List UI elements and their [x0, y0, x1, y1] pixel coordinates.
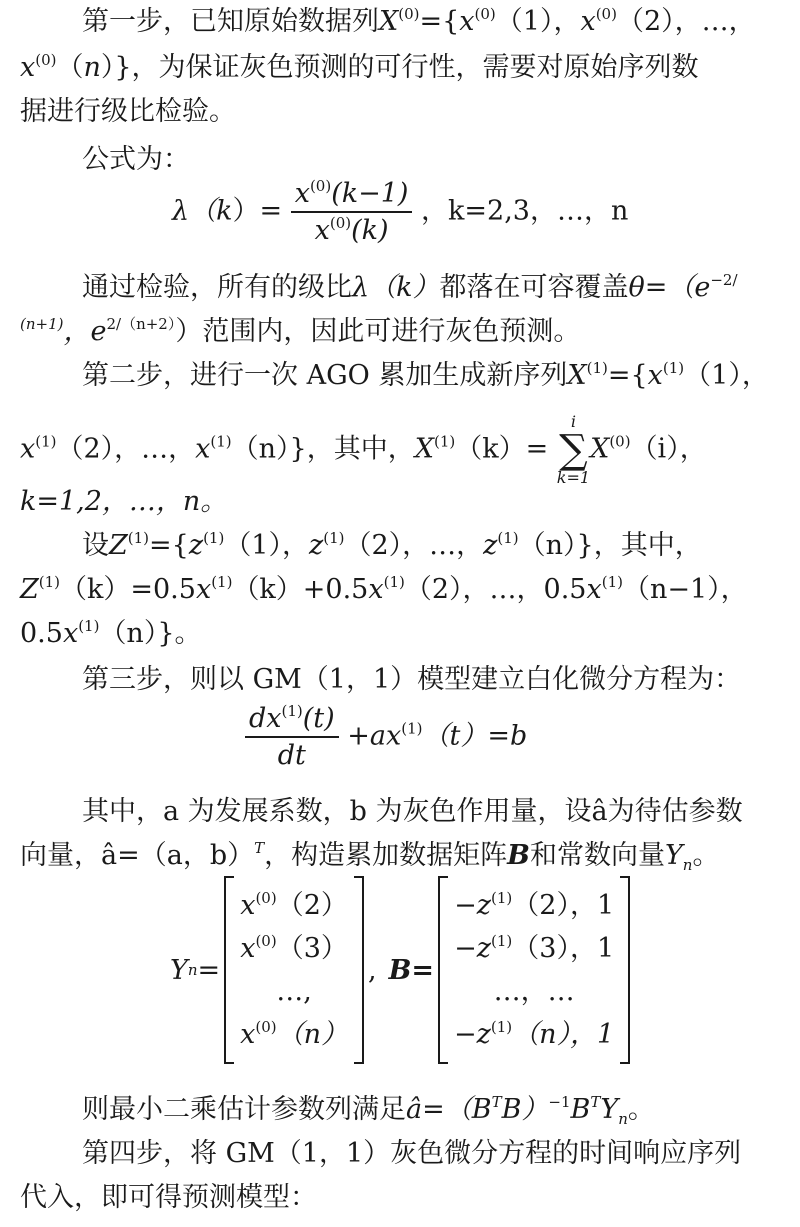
step3-line1: 第三步，则以 GM（1，1）模型建立白化微分方程为：: [82, 664, 742, 695]
superscript: (0): [35, 51, 57, 69]
numerator-arg: (k−1): [331, 178, 409, 209]
lambda-k: λ（k）: [352, 272, 440, 303]
arg-t: (t): [302, 703, 335, 734]
text: 设: [82, 530, 109, 561]
zdef-line1: [82, 526, 702, 566]
superscript: T: [491, 1093, 502, 1111]
symbol-X: X: [590, 433, 610, 465]
zdef-line3: [20, 614, 202, 654]
yn-matrix: [224, 876, 364, 1064]
step1-text: 第一步，已知原始数据列: [82, 6, 379, 37]
symbol-x: x: [62, 618, 79, 649]
fraction-numerator: [291, 177, 413, 213]
symbol-Y: Y: [600, 1094, 619, 1125]
symbol-Z: Z: [109, 530, 128, 561]
step1-line1: [82, 2, 756, 42]
superscript: (1): [203, 529, 225, 547]
subscript: n: [618, 1110, 628, 1128]
superscript: (1): [210, 432, 232, 451]
matrix-row: [454, 1013, 614, 1056]
symbol-Y: Y: [664, 840, 683, 871]
symbol-X: X: [414, 433, 434, 465]
theta-expr: θ=（e: [628, 272, 711, 303]
superscript: (0): [255, 889, 277, 907]
superscript: (0): [309, 177, 332, 195]
separator: ,: [368, 954, 377, 986]
dt: dt: [277, 740, 306, 771]
symbol-Y: Y: [170, 954, 188, 986]
symbol-neg-z: −z: [454, 933, 492, 964]
lsq-line: [82, 1090, 655, 1130]
matrix-cell: （n），1: [512, 1019, 615, 1050]
matrix-row: [454, 884, 614, 927]
symbol-z: z: [188, 530, 204, 561]
matrix-row: [240, 927, 348, 970]
superscript: −2/: [710, 271, 738, 289]
text: （n）}，其中，: [231, 433, 415, 465]
text: 第二步，进行一次 AGO 累加生成新序列: [82, 360, 568, 391]
text: ）范围内，因此可进行灰色预测。: [175, 316, 581, 347]
superscript: (1): [323, 529, 345, 547]
matrix-cell: （2）: [276, 890, 348, 921]
text: 向量，â=（a，b）: [20, 840, 255, 871]
symbol-x: x: [368, 574, 384, 605]
zdef-line2: [20, 570, 748, 610]
matrix-cell: （2），1: [512, 890, 615, 921]
text: （n）}，其中，: [518, 530, 702, 561]
text: （n−1），: [622, 574, 748, 605]
matrix-cell: （3），1: [512, 933, 615, 964]
step2-line2: [20, 414, 707, 486]
symbol-neg-z: −z: [454, 1019, 491, 1050]
superscript: (0): [255, 932, 277, 950]
symbol-x: x: [20, 52, 36, 83]
b-matrix: [438, 876, 630, 1064]
matrix-row: …,: [276, 976, 312, 1007]
symbol-x: x: [240, 933, 256, 964]
text: +ax: [347, 720, 402, 752]
symbol-x: x: [459, 6, 475, 37]
matrix-equations: Y n = $x^{(0)}(2)$ $x^{(0)}(3)$ …, $x^{(0)}(n)$ , B= $-z^{(1)}(2)$，1 $-z^{(1)}(3)$，1 …，… $-z^{(1)}(n)$，1: [170, 875, 634, 1065]
symbol-x: x: [580, 6, 596, 37]
text: （1），: [684, 360, 769, 391]
sum-lower: k=1: [556, 468, 591, 487]
text: ，e: [63, 316, 107, 347]
text: ={: [607, 360, 648, 391]
text: （n）}。: [99, 618, 202, 649]
superscript: (1): [127, 529, 150, 547]
text: ={: [419, 6, 460, 37]
formula-lambda: [172, 177, 629, 246]
derivative-fraction: [245, 702, 339, 771]
text: â=（B: [406, 1094, 492, 1125]
symbol-x: x: [195, 433, 211, 465]
superscript: (1): [491, 889, 513, 907]
symbol-B: B: [570, 1094, 591, 1125]
fraction-denominator: [291, 213, 413, 244]
superscript: (1): [433, 432, 456, 451]
matrix-cell: （n）: [276, 1019, 348, 1050]
symbol-X: X: [379, 6, 399, 37]
symbol-x: x: [294, 178, 310, 209]
text: 都落在可容覆盖: [439, 272, 629, 303]
symbol-Z: Z: [20, 574, 39, 605]
superscript: (1): [35, 432, 57, 451]
text: （i），: [630, 433, 707, 465]
text: （k）+0.5: [232, 574, 369, 605]
superscript: (1): [401, 719, 423, 738]
text: 。: [692, 840, 720, 871]
step2-line1: [82, 356, 769, 396]
denominator-arg: (k): [351, 215, 389, 246]
params-line2: [20, 836, 719, 876]
text: （2），…，: [616, 6, 756, 37]
text: （: [56, 52, 84, 83]
text: （2），…，0.5: [404, 574, 587, 605]
summation: [557, 414, 590, 486]
superscript: (1): [601, 573, 623, 591]
formula-intro: 公式为：: [82, 144, 190, 175]
superscript: (0): [329, 214, 352, 232]
step2-line3: k=1,2，…，n。: [20, 486, 228, 517]
superscript: (1): [586, 359, 608, 377]
equals: =: [197, 954, 221, 986]
symbol-x: x: [195, 574, 212, 605]
text: 0.5: [20, 618, 63, 649]
symbol-X: X: [567, 360, 587, 391]
text: （k）=0.5: [60, 574, 196, 605]
symbol-B: B: [507, 840, 530, 871]
matrix-row: …，…: [493, 976, 575, 1007]
text: ，构造累加数据矩阵: [264, 840, 508, 871]
symbol-B: B=: [388, 954, 435, 986]
differential-equation: [245, 702, 528, 771]
superscript: (1): [491, 932, 513, 950]
superscript: −1: [548, 1093, 571, 1111]
superscript: (1): [38, 573, 61, 591]
sigma-icon: ∑: [559, 427, 588, 473]
step4-line2: 代入，即可得预测模型：: [20, 1182, 317, 1213]
formula-condition: ，k=2,3，…，n: [421, 195, 629, 227]
symbol-z: z: [309, 530, 324, 561]
text: ）}，为保证灰色预测的可行性，需要对原始序列数: [100, 52, 699, 83]
symbol-neg-z: −z: [454, 890, 492, 921]
text: B）: [501, 1094, 549, 1125]
superscript: T: [254, 839, 265, 857]
dx: dx: [249, 703, 282, 734]
subscript: n: [682, 856, 693, 874]
fraction-denominator: [245, 738, 339, 769]
text: （2），…，: [344, 530, 484, 561]
text: 和常数向量: [529, 840, 665, 871]
text: （2），…，: [56, 433, 196, 465]
check-line2: [20, 312, 580, 352]
text: （1），: [224, 530, 309, 561]
symbol-x: x: [240, 1019, 256, 1050]
symbol-x: x: [20, 433, 36, 465]
symbol-n: n: [83, 52, 101, 83]
superscript: (0): [609, 432, 631, 451]
params-line1: 其中，a 为发展系数，b 为灰色作用量，设â为待估参数: [82, 796, 743, 827]
superscript: (1): [383, 573, 405, 591]
matrix-row: [454, 927, 614, 970]
text: （1），: [495, 6, 581, 37]
superscript: (0): [595, 5, 617, 23]
text: ）=: [232, 195, 283, 227]
superscript: T: [590, 1093, 601, 1111]
matrix-row: [240, 1013, 348, 1056]
symbol-x: x: [240, 890, 256, 921]
symbol-x: x: [314, 215, 330, 246]
step1-line2: [20, 48, 699, 88]
step4-line1: 第四步，将 GM（1，1）灰色微分方程的时间响应序列: [82, 1138, 742, 1169]
symbol-x: x: [647, 360, 663, 391]
superscript: (1): [211, 573, 233, 591]
superscript: (1): [497, 529, 519, 547]
text: 。: [627, 1094, 655, 1125]
text: 通过检验，所有的级比: [82, 272, 352, 303]
matrix-row: [240, 884, 348, 927]
superscript: (1): [281, 702, 303, 720]
matrix-cell: （3）: [276, 933, 348, 964]
symbol-x: x: [586, 574, 602, 605]
text: （k）=: [455, 433, 549, 465]
superscript: (0): [474, 5, 496, 23]
fraction-numerator: [245, 702, 339, 738]
superscript: (1): [490, 1018, 513, 1036]
superscript: (1): [662, 359, 685, 377]
text: ={: [149, 530, 189, 561]
step1-line3: 据进行级比检验。: [20, 96, 236, 127]
superscript: (1): [78, 617, 100, 635]
lambda-lhs: λ（: [172, 195, 217, 227]
text: （t）=b: [422, 720, 528, 752]
superscript: (0): [398, 5, 420, 23]
superscript: 2/（n+2）: [106, 315, 176, 333]
fraction: [291, 177, 413, 246]
symbol-k: k: [216, 195, 233, 227]
symbol-z: z: [483, 530, 498, 561]
sum-upper: i: [570, 412, 576, 431]
superscript: (0): [255, 1018, 277, 1036]
text: 则最小二乘估计参数列满足: [82, 1094, 406, 1125]
check-line1: [82, 268, 738, 308]
superscript: (n+1): [20, 315, 64, 333]
